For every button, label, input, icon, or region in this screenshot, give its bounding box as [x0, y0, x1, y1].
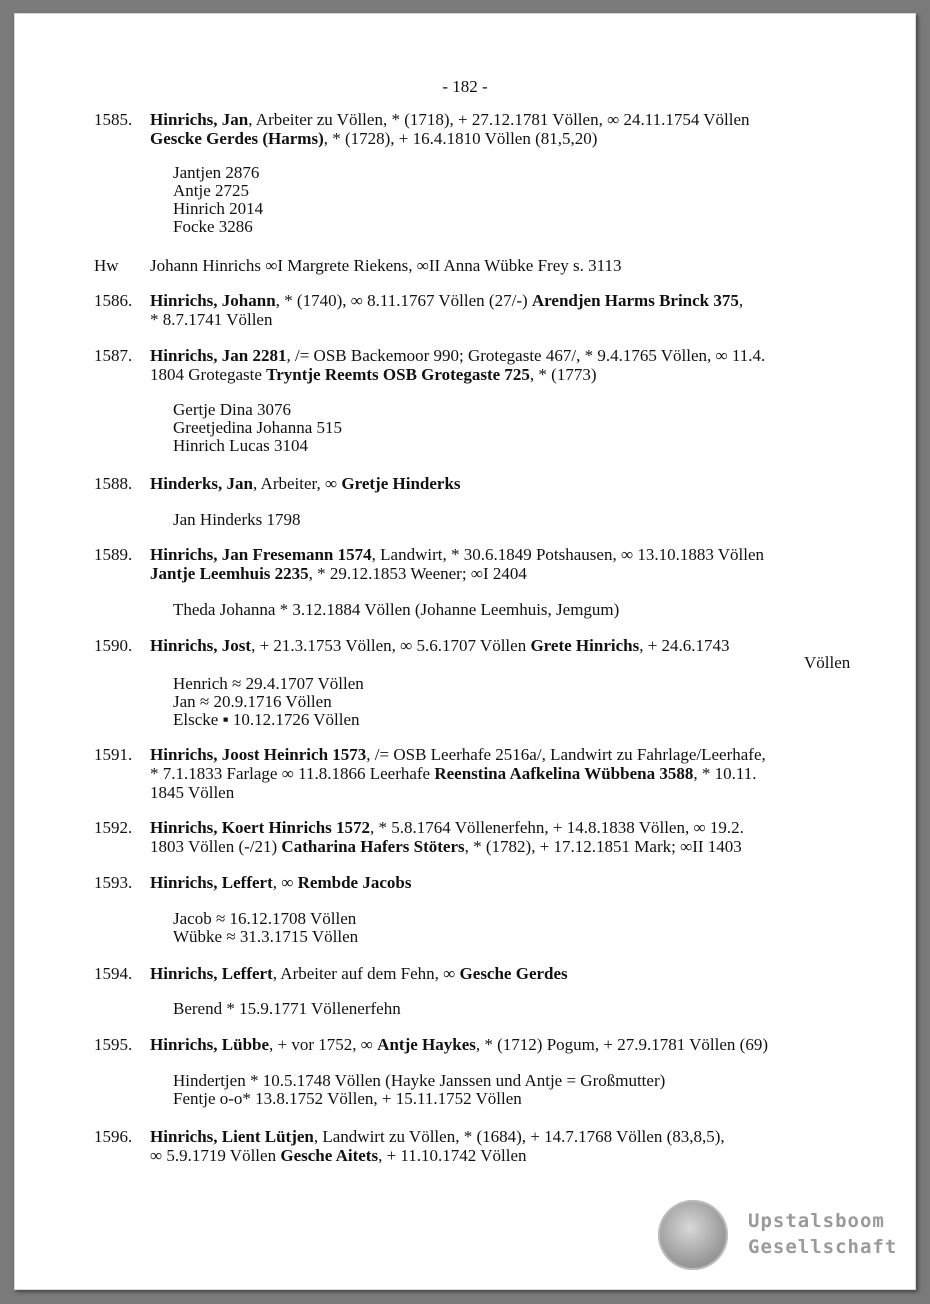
entry-line: Hinrichs, Lient Lütjen, Landwirt zu Völlen, * (1684), + 14.7.1768 Völlen (83,8,5),: [150, 1127, 725, 1146]
child-item: Jan ≈ 20.9.1716 Völlen: [173, 692, 332, 711]
entry-text: [150, 964, 856, 983]
entry-text: [150, 636, 856, 655]
entry-text: [150, 818, 856, 856]
entry-number: 1587.: [94, 346, 133, 365]
entry-line: Hinderks, Jan, Arbeiter, ∞ Gretje Hinderks: [150, 474, 461, 493]
child-item: Jan Hinderks 1798: [173, 510, 301, 529]
entry-line: * 7.1.1833 Farlage ∞ 11.8.1866 Leerhafe Reenstina Aafkelina Wübbena 3588, * 10.11.: [150, 764, 757, 783]
child-item: Greetjedina Johanna 515: [173, 418, 342, 437]
entry-text: [150, 474, 856, 493]
publisher-name-line1: Upstalsboom: [748, 1210, 885, 1232]
child-item: Hindertjen * 10.5.1748 Völlen (Hayke Janssen und Antje = Großmutter): [173, 1071, 666, 1090]
entry-text: [150, 1035, 856, 1054]
child-item: Berend * 15.9.1771 Völlenerfehn: [173, 999, 401, 1018]
child-item: Hinrich Lucas 3104: [173, 436, 309, 455]
entry-line: * 8.7.1741 Völlen: [150, 310, 273, 329]
children-list: [173, 601, 619, 619]
publisher-name-line2: Gesellschaft: [748, 1236, 898, 1258]
child-item: Hinrich 2014: [173, 199, 264, 218]
entry-number: 1585.: [94, 110, 133, 129]
entry-line: 1803 Völlen (-/21) Catharina Hafers Stöters, * (1782), + 17.12.1851 Mark; ∞II 1403: [150, 837, 742, 856]
entry-line: Hinrichs, Lübbe, + vor 1752, ∞ Antje Haykes, * (1712) Pogum, + 27.9.1781 Völlen (69): [150, 1035, 768, 1054]
entry-number: 1590.: [94, 636, 133, 655]
entry-line: Hinrichs, Leffert, ∞ Rembde Jacobs: [150, 873, 412, 892]
entry-number: 1589.: [94, 545, 133, 564]
entry-line: 1845 Völlen: [150, 783, 235, 802]
entry-text: [150, 745, 856, 802]
child-item: Jantjen 2876: [173, 163, 260, 182]
entry-line: Hinrichs, Johann, * (1740), ∞ 8.11.1767 Völlen (27/-) Arendjen Harms Brinck 375,: [150, 291, 744, 310]
seal-icon: [658, 1200, 728, 1270]
child-item: Fentje o-o* 13.8.1752 Völlen, + 15.11.1752 Völlen: [173, 1089, 522, 1108]
children-list: [173, 401, 342, 455]
entry-line: ∞ 5.9.1719 Völlen Gesche Aitets, + 11.10.1742 Völlen: [150, 1146, 527, 1165]
children-list: [173, 164, 263, 236]
entry-line: Hinrichs, Koert Hinrichs 1572, * 5.8.1764 Völlenerfehn, + 14.8.1838 Völlen, ∞ 19.2.: [150, 818, 744, 837]
publisher-logo: [658, 1200, 898, 1270]
entry-line: Hinrichs, Jan 2281, /= OSB Backemoor 990; Grotegaste 467/, * 9.4.1765 Völlen, ∞ 11.4.: [150, 346, 766, 365]
entry-overflow: Völlen: [804, 653, 851, 672]
entry-text: [150, 110, 856, 148]
children-list: [173, 910, 358, 946]
child-item: Focke 3286: [173, 217, 253, 236]
children-list: [173, 675, 364, 729]
entry-text: [150, 346, 856, 384]
entry-text: [150, 545, 856, 583]
child-item: Elscke ▪ 10.12.1726 Völlen: [173, 710, 360, 729]
entry-number: 1596.: [94, 1127, 133, 1146]
child-item: Gertje Dina 3076: [173, 400, 292, 419]
child-item: Wübke ≈ 31.3.1715 Völlen: [173, 927, 359, 946]
entry-text: [150, 256, 856, 275]
entry-number: Hw: [94, 256, 119, 275]
entry-text: [150, 1127, 856, 1165]
entry-line: Hinrichs, Jost, + 21.3.1753 Völlen, ∞ 5.6.1707 Völlen Grete Hinrichs, + 24.6.1743: [150, 636, 730, 655]
entry-line: Hinrichs, Joost Heinrich 1573, /= OSB Leerhafe 2516a/, Landwirt zu Fahrlage/Leerhafe,: [150, 745, 766, 764]
children-list: [173, 511, 300, 529]
entry-number: 1586.: [94, 291, 133, 310]
entry-number: 1591.: [94, 745, 133, 764]
entry-number: 1593.: [94, 873, 133, 892]
entry-line: Hinrichs, Leffert, Arbeiter auf dem Fehn, ∞ Gesche Gerdes: [150, 964, 568, 983]
entry-line: Gescke Gerdes (Harms), * (1728), + 16.4.1810 Völlen (81,5,20): [150, 129, 598, 148]
entry-line: Jantje Leemhuis 2235, * 29.12.1853 Weener; ∞I 2404: [150, 564, 527, 583]
children-list: [173, 1000, 401, 1018]
entry-line: Hinrichs, Jan Fresemann 1574, Landwirt, * 30.6.1849 Potshausen, ∞ 13.10.1883 Völlen: [150, 545, 765, 564]
entry-text: [150, 291, 856, 329]
entry-text: [150, 873, 856, 892]
children-list: [173, 1072, 665, 1108]
page-number: - 182 -: [442, 77, 488, 96]
entry-number: 1588.: [94, 474, 133, 493]
child-item: Antje 2725: [173, 181, 250, 200]
entry-number: 1595.: [94, 1035, 133, 1054]
document-page: [14, 13, 916, 1290]
entry-number: 1592.: [94, 818, 133, 837]
entry-line: Hinrichs, Jan, Arbeiter zu Völlen, * (1718), + 27.12.1781 Völlen, ∞ 24.11.1754 Völlen: [150, 110, 750, 129]
child-item: Theda Johanna * 3.12.1884 Völlen (Johanne Leemhuis, Jemgum): [173, 600, 620, 619]
child-item: Henrich ≈ 29.4.1707 Völlen: [173, 674, 364, 693]
child-item: Jacob ≈ 16.12.1708 Völlen: [173, 909, 357, 928]
entry-number: 1594.: [94, 964, 133, 983]
entry-line: 1804 Grotegaste Tryntje Reemts OSB Grotegaste 725, * (1773): [150, 365, 597, 384]
entry-line: Johann Hinrichs ∞I Margrete Riekens, ∞II Anna Wübke Frey s. 3113: [150, 256, 622, 275]
